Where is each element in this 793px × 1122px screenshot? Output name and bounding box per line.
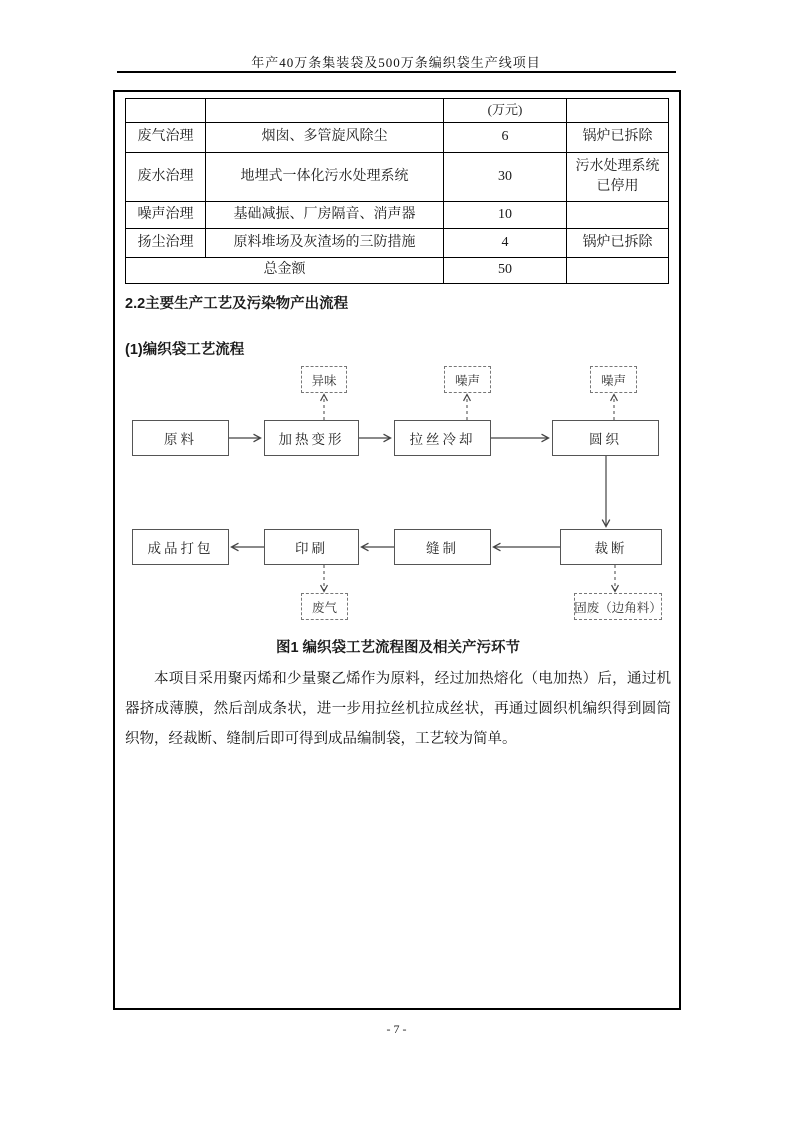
table-row-dust [126, 228, 669, 257]
section-heading: 2.2主要生产工艺及污染物产出流程 [125, 296, 349, 312]
process-box-heat-deform: 加热变形 [264, 420, 359, 456]
content-frame [113, 90, 681, 1010]
body-paragraph: 本项目采用聚丙烯和少量聚乙烯作为原料，经过加热熔化（电加热）后，通过机器挤成薄膜，然后剖成条状，进一步用拉丝机拉成丝状，再通过圆织机编织得到圆筒织物，经裁断、缝制后即可得到成品编制袋，工艺较为简单。 [125, 671, 671, 747]
cell-remark: 锅炉已拆除 [567, 228, 669, 257]
cell-unit: (万元) [444, 99, 567, 123]
cell-measure: 地埋式一体化污水处理系统 [206, 152, 444, 201]
emission-box-waste-gas: 废气 [301, 593, 348, 620]
table-row-total [126, 257, 669, 283]
emission-box-solid-waste: 固废（边角料） [574, 593, 662, 620]
page-number: - 7 - [386, 1022, 407, 1036]
table-row-noise [126, 201, 669, 228]
cell-amount: 30 [444, 152, 567, 201]
cell-category: 废气治理 [126, 122, 206, 152]
header-rule [117, 71, 676, 73]
cell-remark [567, 201, 669, 228]
cell-amount: 4 [444, 228, 567, 257]
cell-total-remark [567, 257, 669, 283]
cell-measure: 原料堆场及灰渣场的三防措施 [206, 228, 444, 257]
process-box-cutting: 裁断 [560, 529, 662, 565]
cell-blank [567, 99, 669, 123]
process-box-printing: 印刷 [264, 529, 359, 565]
emission-box-odor: 异味 [301, 366, 347, 393]
cell-category: 噪声治理 [126, 201, 206, 228]
cell-amount: 6 [444, 122, 567, 152]
document-header-title: 年产40万条集装袋及500万条编织袋生产线项目 [251, 55, 541, 70]
process-box-circular-weave: 圆织 [552, 420, 659, 456]
flow-arrows [115, 356, 681, 631]
cell-measure: 烟囱、多管旋风除尘 [206, 122, 444, 152]
table-row-waste-gas [126, 122, 669, 152]
cell-blank [126, 99, 206, 123]
table-row-waste-water [126, 152, 669, 201]
emission-box-noise-1: 噪声 [444, 366, 491, 393]
process-flow-diagram [115, 356, 681, 631]
cell-category: 废水治理 [126, 152, 206, 201]
figure-caption: 图1 编织袋工艺流程图及相关产污环节 [275, 640, 521, 656]
cell-blank [206, 99, 444, 123]
subsection-heading: (1)编织袋工艺流程 [125, 342, 245, 358]
cell-remark: 污水处理系统已停用 [567, 152, 669, 201]
process-box-raw-material: 原料 [132, 420, 229, 456]
cell-category: 扬尘治理 [126, 228, 206, 257]
treatment-cost-table [125, 98, 669, 284]
cell-remark: 锅炉已拆除 [567, 122, 669, 152]
process-box-draw-cooling: 拉丝冷却 [394, 420, 491, 456]
process-box-sewing: 缝制 [394, 529, 491, 565]
cell-amount: 10 [444, 201, 567, 228]
cell-measure: 基础减振、厂房隔音、消声器 [206, 201, 444, 228]
cell-total-label: 总金额 [126, 257, 444, 283]
cell-total-amount: 50 [444, 257, 567, 283]
table-row-unit-header [126, 99, 669, 123]
emission-box-noise-2: 噪声 [590, 366, 637, 393]
process-box-packing: 成品打包 [132, 529, 229, 565]
